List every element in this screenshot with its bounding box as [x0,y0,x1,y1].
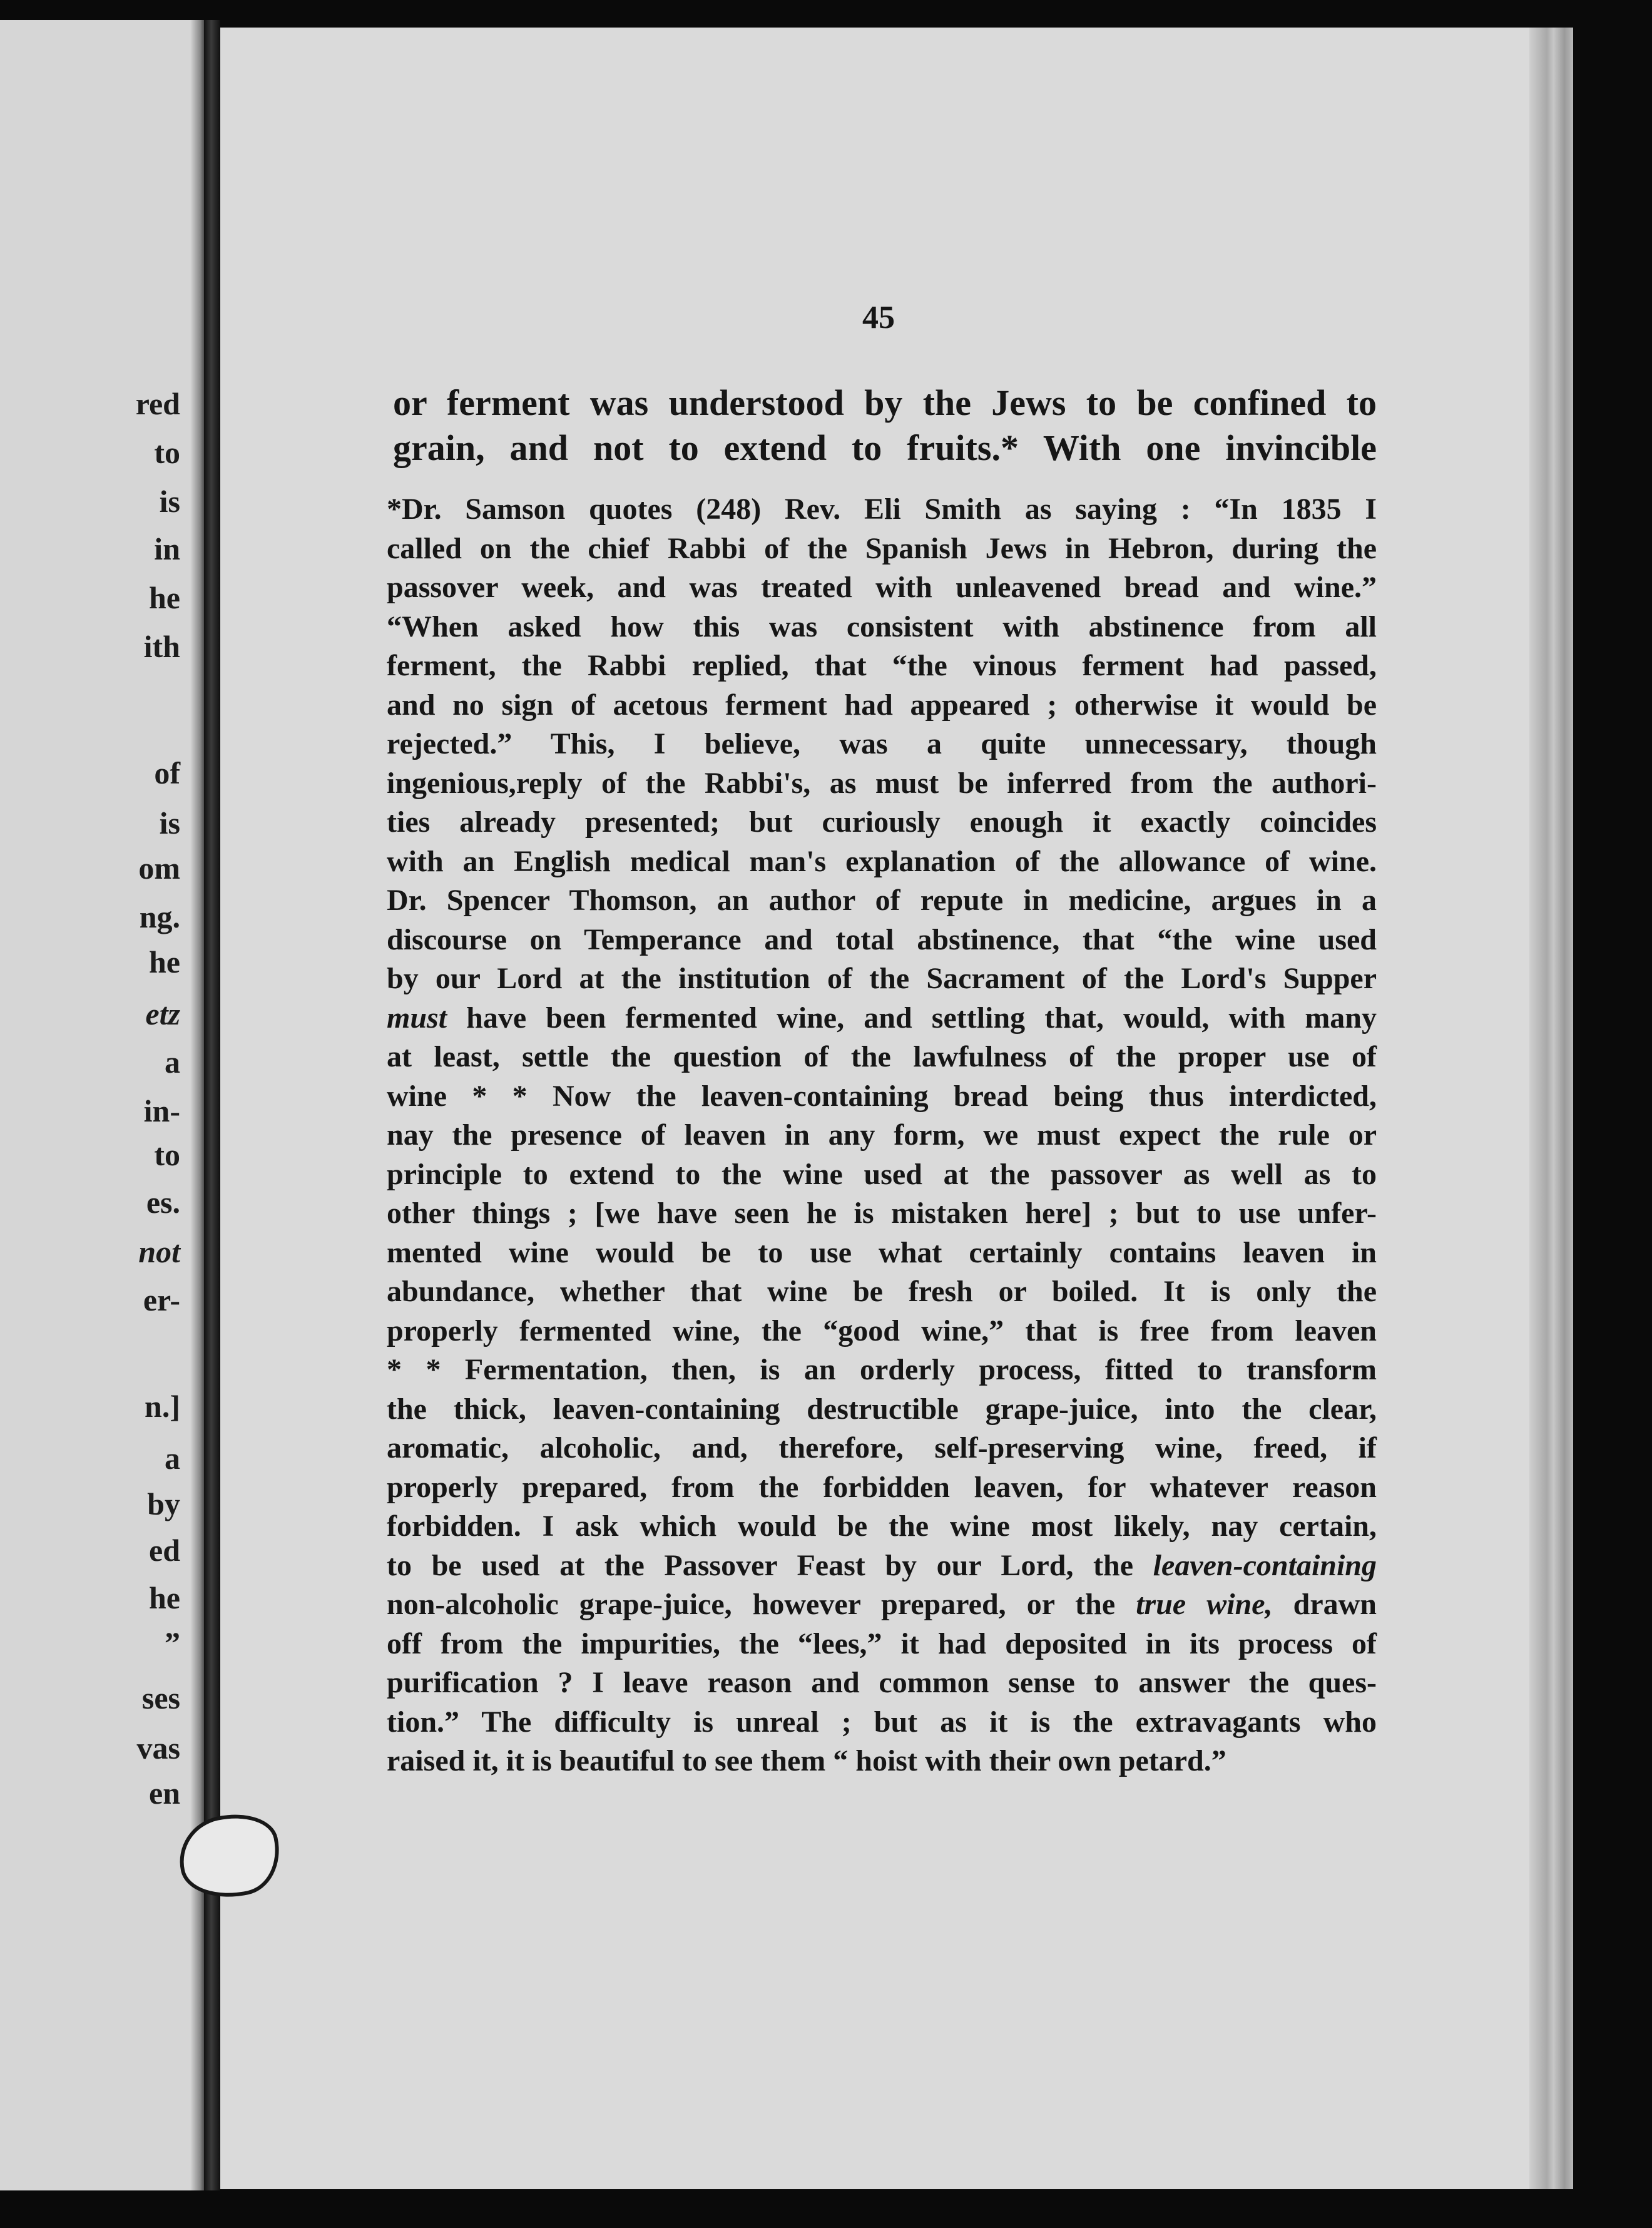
footnote-line: tion.” The difficulty is unreal ; but as it is the extravagants who [387,1705,1377,1739]
footnote-line: with an English medical man's explanation of the allowance of wine. [387,845,1377,878]
footnote-line: to be used at the Passover Feast by our Lord, the leaven-containing [387,1549,1377,1582]
left-page-fragment: he [149,1580,180,1615]
footnote-line: Dr. Spencer Thomson, an author of repute in medicine, argues in a [387,884,1377,917]
scan-background [0,2190,1652,2228]
footnote-line: must have been fermented wine, and settling that, would, with many [387,1001,1377,1035]
left-page-fragment: vas [136,1730,180,1766]
left-page-fragment: n.] [145,1389,180,1424]
footnote-line: by our Lord at the institution of the Sacrament of the Lord's Supper [387,962,1377,995]
body-line-2: grain, and not to extend to fruits.* With one invincible [393,427,1377,468]
footnote-line: called on the chief Rabbi of the Spanish Jews in Hebron, during the [387,532,1377,565]
left-page-fragment: ng. [139,899,180,934]
footnote-line: rejected.” This, I believe, was a quite unnecessary, though [387,727,1377,760]
footnote-line: purification ? I leave reason and common sense to answer the ques- [387,1666,1377,1699]
footnote-line: other things ; [we have seen he is mistaken here] ; but to use unfer- [387,1197,1377,1230]
footnote-line: abundance, whether that wine be fresh or boiled. It is only the [387,1275,1377,1308]
left-page-fragment: he [149,944,180,979]
page-number: 45 [862,300,895,335]
footnote-line: * * Fermentation, then, is an orderly process, fitted to transform [387,1353,1377,1386]
body-line-1: or ferment was understood by the Jews to be confined to [393,382,1377,423]
page-edge-stack [1529,28,1573,2189]
left-page-fragment: not [138,1234,180,1269]
left-page-fragment: ith [143,629,180,664]
footnote-line: passover week, and was treated with unleavened bread and wine.” [387,571,1377,604]
footnote-line: *Dr. Samson quotes (248) Rev. Eli Smith as saying : “In 1835 I [387,493,1377,526]
footnote-line: at least, settle the question of the lawfulness of the proper use of [387,1040,1377,1073]
left-page-fragment: ” [165,1625,180,1660]
footnote-line: ferment, the Rabbi replied, that “the vinous ferment had passed, [387,649,1377,682]
left-page-fragment: es. [146,1185,180,1220]
left-page-fragment: is [159,805,180,841]
facing-page-left [0,20,206,2210]
left-page-fragment: is [159,484,180,519]
left-page-fragment: in- [143,1093,180,1128]
footnote-line: properly fermented wine, the “good wine,” that is free from leaven [387,1314,1377,1347]
left-page-fragment: of [154,755,180,790]
footnote-line: “When asked how this was consistent with abstinence from all [387,610,1377,643]
footnote-line: properly prepared, from the forbidden leaven, for whatever reason [387,1471,1377,1504]
left-page-fragment: by [147,1486,180,1521]
left-page-fragment: a [165,1045,180,1080]
left-page-fragment: ses [141,1680,180,1715]
footnote-line: wine * * Now the leaven-containing bread being thus interdicted, [387,1080,1377,1113]
left-page-fragment: ed [149,1533,180,1568]
footnote-line: mented wine would be to use what certainly contains leaven in [387,1236,1377,1269]
footnote-line: ties already presented; but curiously enough it exactly coincides [387,805,1377,839]
footnote-line: non-alcoholic grape-juice, however prepared, or the true wine, drawn [387,1588,1377,1621]
left-page-fragment: en [149,1776,180,1811]
left-page-fragment: to [154,435,180,470]
footnote-line: nay the presence of leaven in any form, we must expect the rule or [387,1118,1377,1152]
left-page-fragment: he [149,580,180,615]
left-page-fragment: in [154,531,180,566]
footnote-line: raised it, it is beautiful to see them “ hoist with their own petard.” [387,1744,1226,1777]
footnote-line: discourse on Temperance and total abstinence, that “the wine used [387,923,1377,956]
left-page-fragment: etz [145,996,180,1031]
footnote-line: and no sign of acetous ferment had appeared ; otherwise it would be [387,688,1377,722]
left-page-fragment: to [154,1137,180,1172]
footnote-line: forbidden. I ask which would be the wine most likely, nay certain, [387,1510,1377,1543]
left-page-fragment: red [135,386,180,421]
left-page-fragment: om [138,851,180,886]
footnote-line: principle to extend to the wine used at the passover as well as to [387,1158,1377,1191]
footnote-line: off from the impurities, the “lees,” it had deposited in its process of [387,1627,1377,1660]
footnote-line: the thick, leaven-containing destructible grape-juice, into the clear, [387,1392,1377,1426]
footnote-line: ingenious,reply of the Rabbi's, as must be inferred from the authori- [387,767,1377,800]
left-page-fragment: er- [143,1282,180,1317]
left-page-fragment: a [165,1441,180,1476]
footnote-line: aromatic, alcoholic, and, therefore, self-preserving wine, freed, if [387,1431,1377,1464]
